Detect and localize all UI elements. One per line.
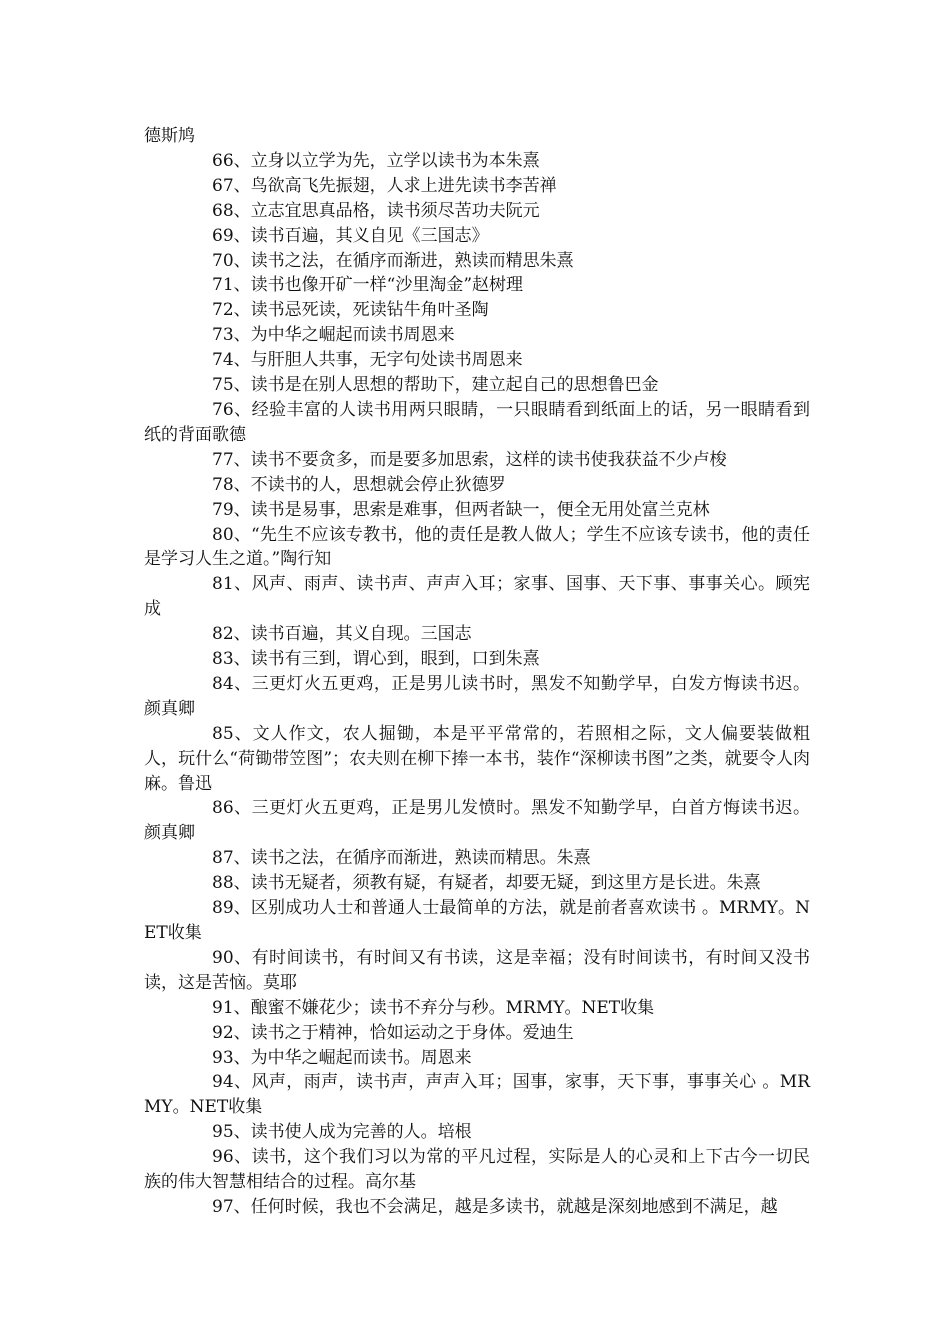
quote-item: 67、鸟欲高飞先振翅，人求上进先读书李苦禅 bbox=[212, 175, 557, 196]
quote-item: 71、读书也像开矿一样“沙里淘金”赵树理 bbox=[212, 275, 524, 296]
quote-item: 86、三更灯火五更鸡，正是男儿发愤时。黑发不知勤学早，白首方悔读书迟。颜真卿 bbox=[144, 798, 810, 844]
quote-item: 78、不读书的人，思想就会停止狄德罗 bbox=[212, 474, 506, 495]
continuation-line: 德斯鸠 bbox=[144, 126, 195, 146]
document-body bbox=[144, 124, 810, 1220]
quote-item: 97、任何时候，我也不会满足，越是多读书，就越是深刻地感到不满足，越 bbox=[212, 1196, 778, 1217]
quote-item: 91、酿蜜不嫌花少；读书不弃分与秒。MRMY。NET收集 bbox=[212, 997, 655, 1018]
quote-item: 69、读书百遍，其义自见《三国志》 bbox=[212, 225, 489, 246]
quote-item: 85、文人作文，农人掘锄，本是平平常常的，若照相之际，文人偏要装做粗人，玩什么“荷锄带笠图”；农夫则在柳下捧一本书，装作“深柳读书图”之类，就要令人肉麻。鲁迅 bbox=[144, 723, 810, 794]
quote-item: 74、与肝胆人共事，无字句处读书周恩来 bbox=[212, 350, 523, 371]
quote-item: 79、读书是易事，思索是难事，但两者缺一，便全无用处富兰克林 bbox=[212, 499, 710, 520]
quote-list bbox=[144, 149, 810, 1220]
quote-item: 70、读书之法，在循序而渐进，熟读而精思朱熹 bbox=[212, 250, 574, 271]
quote-item: 90、有时间读书，有时间又有书读，这是幸福；没有时间读书，有时间又没书读，这是苦恼。莫耶 bbox=[144, 947, 810, 993]
quote-item: 93、为中华之崛起而读书。周恩来 bbox=[212, 1047, 472, 1068]
quote-item: 84、三更灯火五更鸡，正是男儿读书时，黑发不知勤学早，白发方悔读书迟。颜真卿 bbox=[144, 673, 810, 719]
quote-item: 75、读书是在别人思想的帮助下，建立起自己的思想鲁巴金 bbox=[212, 375, 659, 396]
quote-item: 89、区别成功人士和普通人士最简单的方法，就是前者喜欢读书 。MRMY。NET收集 bbox=[144, 898, 810, 943]
quote-item: 81、风声、雨声、读书声、声声入耳；家事、国事、天下事、事事关心。顾宪成 bbox=[144, 574, 810, 620]
quote-item: 82、读书百遍，其义自现。三国志 bbox=[212, 624, 472, 645]
quote-item: 80、“先生不应该专教书，他的责任是教人做人；学生不应该专读书，他的责任是学习人生之道。”陶行知 bbox=[144, 524, 810, 570]
quote-item: 83、读书有三到，谓心到，眼到，口到朱熹 bbox=[212, 649, 540, 670]
quote-item: 76、经验丰富的人读书用两只眼睛，一只眼睛看到纸面上的话，另一眼睛看到纸的背面歌德 bbox=[144, 399, 810, 445]
quote-item: 92、读书之于精神，恰如运动之于身体。爱迪生 bbox=[212, 1022, 574, 1043]
quote-item: 73、为中华之崛起而读书周恩来 bbox=[212, 325, 455, 346]
quote-item: 72、读书忌死读，死读钻牛角叶圣陶 bbox=[212, 300, 489, 321]
quote-item: 66、立身以立学为先，立学以读书为本朱熹 bbox=[212, 150, 540, 171]
quote-item: 95、读书使人成为完善的人。培根 bbox=[212, 1122, 472, 1143]
quote-item: 96、读书，这个我们习以为常的平凡过程，实际是人的心灵和上下古今一切民族的伟大智慧相结合的过程。高尔基 bbox=[144, 1147, 810, 1193]
quote-item: 77、读书不要贪多，而是要多加思索，这样的读书使我获益不少卢梭 bbox=[212, 449, 727, 470]
quote-item: 88、读书无疑者，须教有疑，有疑者，却要无疑，到这里方是长进。朱熹 bbox=[212, 873, 761, 894]
quote-item: 94、风声，雨声，读书声，声声入耳；国事，家事，天下事，事事关心 。MRMY。NET收集 bbox=[144, 1072, 810, 1118]
quote-item: 87、读书之法，在循序而渐进，熟读而精思。朱熹 bbox=[212, 848, 591, 869]
quote-item: 68、立志宜思真品格，读书须尽苦功夫阮元 bbox=[212, 200, 540, 221]
